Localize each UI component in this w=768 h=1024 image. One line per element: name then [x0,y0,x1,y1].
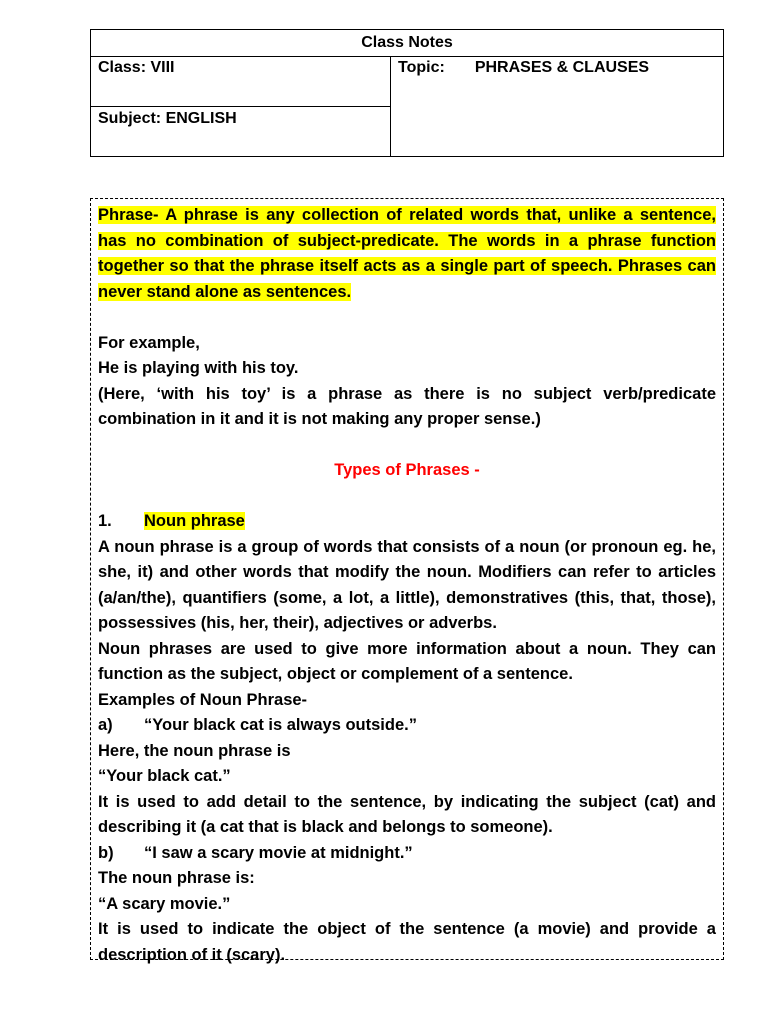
example-b-label: b) [98,843,114,862]
example-b-sentence: “I saw a scary movie at midnight.” [144,843,413,862]
spacer [98,484,716,510]
example-a-explanation: It is used to add detail to the sentence, by indicating the subject (cat) and describing it (a cat that is black and belongs to someone). [98,792,716,836]
example-b [98,841,716,867]
example-b-phrase: “A scary movie.” [98,894,231,913]
noun-phrase-heading [98,509,716,535]
spacer [98,433,716,459]
noun-phrase-usage: Noun phrases are used to give more information about a noun. They can function as the subject, object or complement of a sentence. [98,639,716,683]
example-a-phrase: “Your black cat.” [98,767,231,785]
examples-heading: Examples of Noun Phrase- [98,690,308,709]
topic-value: PHRASES & CLAUSES [474,59,650,76]
spacer [98,305,716,331]
header-title: Class Notes [91,30,723,57]
phrase-definition: Phrase- A phrase is any collection of related words that, unlike a sentence, has no combination of subject-predicate. The words in a phrase function together so that the phrase itself acts as a single part of speech. Phrases can never stand alone as sentences. [98,206,716,301]
noun-phrase-title: Noun phrase [144,512,245,530]
phrase-definition-paragraph [98,203,716,305]
topic-label: Topic: [398,59,445,76]
notes-content-box [90,198,724,964]
example-a-sentence: “Your black cat is always outside.” [144,716,417,734]
types-of-phrases-heading: Types of Phrases - [334,461,480,479]
noun-phrase-number: 1. [98,512,112,530]
example-intro: For example, [98,333,200,352]
class-cell: Class: VIII [91,56,391,107]
subject-cell: Subject: ENGLISH [91,107,391,156]
example-sentence: He is playing with his toy. [98,359,299,377]
example-explanation: (Here, ‘with his toy’ is a phrase as there is no subject verb/predicate combination in it and it is not making any proper sense.) [98,384,716,428]
example-b-explanation: It is used to indicate the object of the sentence (a movie) and provide a description of it (scary). [98,920,716,964]
noun-phrase-description: A noun phrase is a group of words that consists of a noun (or pronoun eg. he, she, it) and other words that modify the noun. Modifiers can refer to articles (a/an/the), quantifiers (some, a lot, a little), demonstratives (this, that, those), possessives (his, her, their), adjectives or adverbs. [98,537,716,632]
example-b-note: The noun phrase is: [98,869,255,887]
class-notes-header-table [90,29,724,157]
topic-cell [391,56,723,162]
example-a-note: Here, the noun phrase is [98,741,291,760]
example-a-label: a) [98,716,113,734]
example-a [98,713,716,739]
